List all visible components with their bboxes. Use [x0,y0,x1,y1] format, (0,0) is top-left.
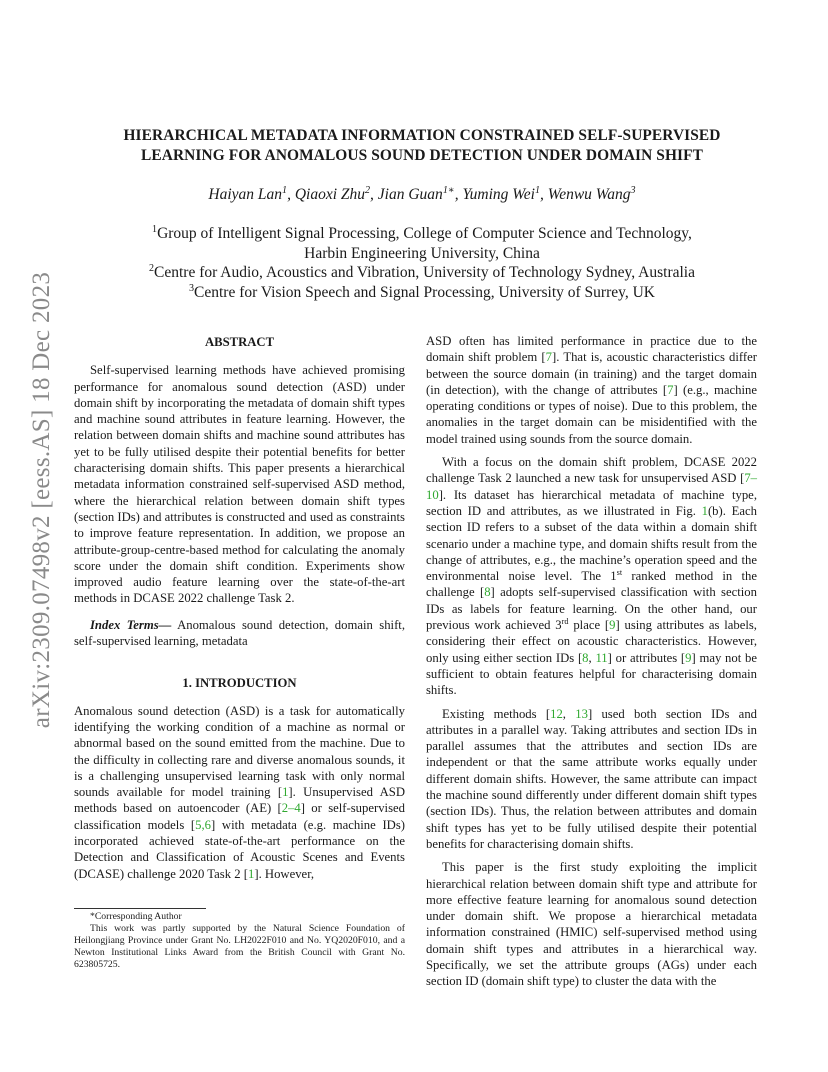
author-affil-mark: 1 [534,184,540,196]
author-name: Jian Guan [377,186,443,203]
affiliation-1: $^1$Group of Intelligent Signal Processing, College of Computer Science and Technology, [152,223,692,242]
index-terms: Index Terms— Anomalous sound detection, domain shift, self-supervised learning, metadata [74,617,405,649]
affiliation-1-cont: Harbin Engineering University, China [304,244,540,262]
author-affil-mark: 3 [630,184,636,196]
abstract-body: Self-supervised learning methods have achieved promising performance for anomalous sound detection (ASD) under domain shift by incorporating the metadata of domain shift types and machine sound attributes in feature learning. However, the relation between domain shifts and machine sound attributes has yet to be fully utilised despite their potential benefits for better characterising domain shifts. This paper presents a hierarchical metadata information constrained self-supervised ASD method, where the hierarchical relation between domain shift types (section IDs) and attributes is constructed and used as constraints to improve feature representation. In addition, we propose an attribute-group-centre-based method for calculating the anomaly score under the domain shift condition. Experiments show improved audio feature learning over the state-of-the-art methods in DCASE 2022 challenge Task 2. [74,363,405,606]
author-name: Wenwu Wang [547,186,631,203]
figure-link[interactable]: 1 [701,503,708,518]
affiliation-3: $^3$Centre for Vision Speech and Signal Processing, University of Surrey, UK [188,282,655,301]
title-line-1: HIERARCHICAL METADATA INFORMATION CONSTRAINED SELF-SUPERVISED [123,127,721,144]
arxiv-stamp [14,200,70,800]
citation-link[interactable]: 8 [484,585,491,600]
author-name: Haiyan Lan [208,186,283,203]
author-name: Qiaoxi Zhu [294,186,366,203]
citation-link[interactable]: 7–10 [426,471,757,502]
citation-link[interactable]: 7 [545,350,552,365]
footnote-funding: This work was partly supported by the Natural Science Foundation of Heilongjiang Province under Grant No. LH2022F010 and No. YQ2020F010, and a Newton Institutional Links Award from the British Council with Grant No. 623805725. [74,923,405,970]
citation-link[interactable]: 9 [685,650,692,665]
index-terms-label: Index Terms— [90,617,172,632]
affiliations [70,224,774,302]
intro-paragraph-1: Anomalous sound detection (ASD) is a task for automatically identifying the working condition of a machine as normal or abnormal based on the sound emitted from the machine. Due to the difficulty in collecting rare and diverse anomalous sounds, it is a challenging unsupervised learning task with only normal sounds available for model training [1]. Unsupervised ASD methods based on autoencoder (AE) [2–4] or self-supervised classification models [5,6] with metadata (e.g. machine IDs) incorporated achieved state-of-the-art performance on the Detection and Classification of Acoustic Scenes and Events (DCASE) challenge 2020 Task 2 [1]. However, [74,703,405,881]
introduction-heading: 1. INTRODUCTION [182,676,297,691]
citation-link[interactable]: 7 [667,382,674,397]
author-list: Haiyan Lan$^1$, Qiaoxi Zhu$^2$, Jian Guan$^{1∗}$, Yuming Wei$^1$, Wenwu Wang$^3$ [208,184,636,203]
right-paragraph-1: ASD often has limited performance in practice due to the domain shift problem [7]. That is, acoustic characteristics differ between the source domain (in training) and the target domain (in detection), with the change of attributes [7] (e.g., machine operating conditions or types of noise). Due to this problem, the anomalies in the target domain can be misidentified with the model trained using sounds from the source domain. [426,334,758,446]
citation-link[interactable]: 12 [550,706,563,721]
author-affil-mark: 2 [365,184,371,196]
citation-link[interactable]: 1 [282,785,289,800]
abstract-heading: ABSTRACT [204,335,275,349]
footnote-corresponding: *Corresponding Author [90,911,182,922]
right-paragraph-3: Existing methods [12, 13] used both section IDs and attributes in a parallel way. Taking attributes and section IDs in parallel assumes that the attributes and section IDs are independent or that the same attribute works equally under different domain shifts. However, the same attribute can impact the machine sound differently under different domain shift types (section IDs). Thus, the relation between attributes and domain shift types has yet to be fully utilised despite their potential benefits for characterising domain shifts. [426,706,758,851]
citation-link[interactable]: 2–4 [281,801,301,816]
footnote [74,911,405,971]
citation-link[interactable]: 9 [609,618,616,633]
right-column [426,333,757,990]
author-affil-mark: 1∗ [442,184,455,196]
footnote-rule [74,908,206,909]
arxiv-identifier: arXiv:2309.07498v2 [eess.AS] 18 Dec 2023 [28,271,55,729]
author-affil-mark: 1 [282,184,288,196]
right-paragraph-4: This paper is the first study exploiting the implicit hierarchical relation between domain shift type and attribute for more effective feature learning for anomalous sound detection under domain shift. We propose a hierarchical metadata information constrained (HMIC) self-supervised method using domain shift types and attributes in a hierarchical way. Specifically, we set the attribute groups (AGs) under each section ID (domain shift type) to cluster the data with the [426,860,757,989]
left-column [74,334,405,882]
title-line-2: LEARNING FOR ANOMALOUS SOUND DETECTION UNDER DOMAIN SHIFT [141,147,703,164]
paper-title [70,126,774,166]
citation-link[interactable]: 8 [582,650,589,665]
citation-link[interactable]: 11 [595,650,608,665]
affiliation-2: $^2$Centre for Audio, Acoustics and Vibration, University of Technology Sydney, Australia [148,262,695,281]
citation-link[interactable]: 13 [575,706,588,721]
citation-link[interactable]: 5,6 [195,817,212,832]
author-name: Yuming Wei [462,186,535,203]
right-paragraph-2: With a focus on the domain shift problem, DCASE 2022 challenge Task 2 launched a new task for unsupervised ASD [7–10]. Its dataset has hierarchical metadata of machine type, section ID and attributes, as we illustrated in Fig. 1(b). Each section ID refers to a subset of the data within a domain shift scenario under a machine type, and domain shifts result from the change of attributes, e.g., the machine’s operation speed and the environmental noise level. The 1st ranked method in the challenge [8] adopts self-supervised classification with section IDs as labels for feature learning. On the other hand, our previous work achieved 3rd place [9] using attributes as labels, considering their effect on acoustic characteristics. However, only using either section IDs [8, 11] or attributes [9] may not be sufficient to obtain features helpful for characterising domain shifts. [426,455,757,698]
citation-link[interactable]: 1 [248,866,255,881]
